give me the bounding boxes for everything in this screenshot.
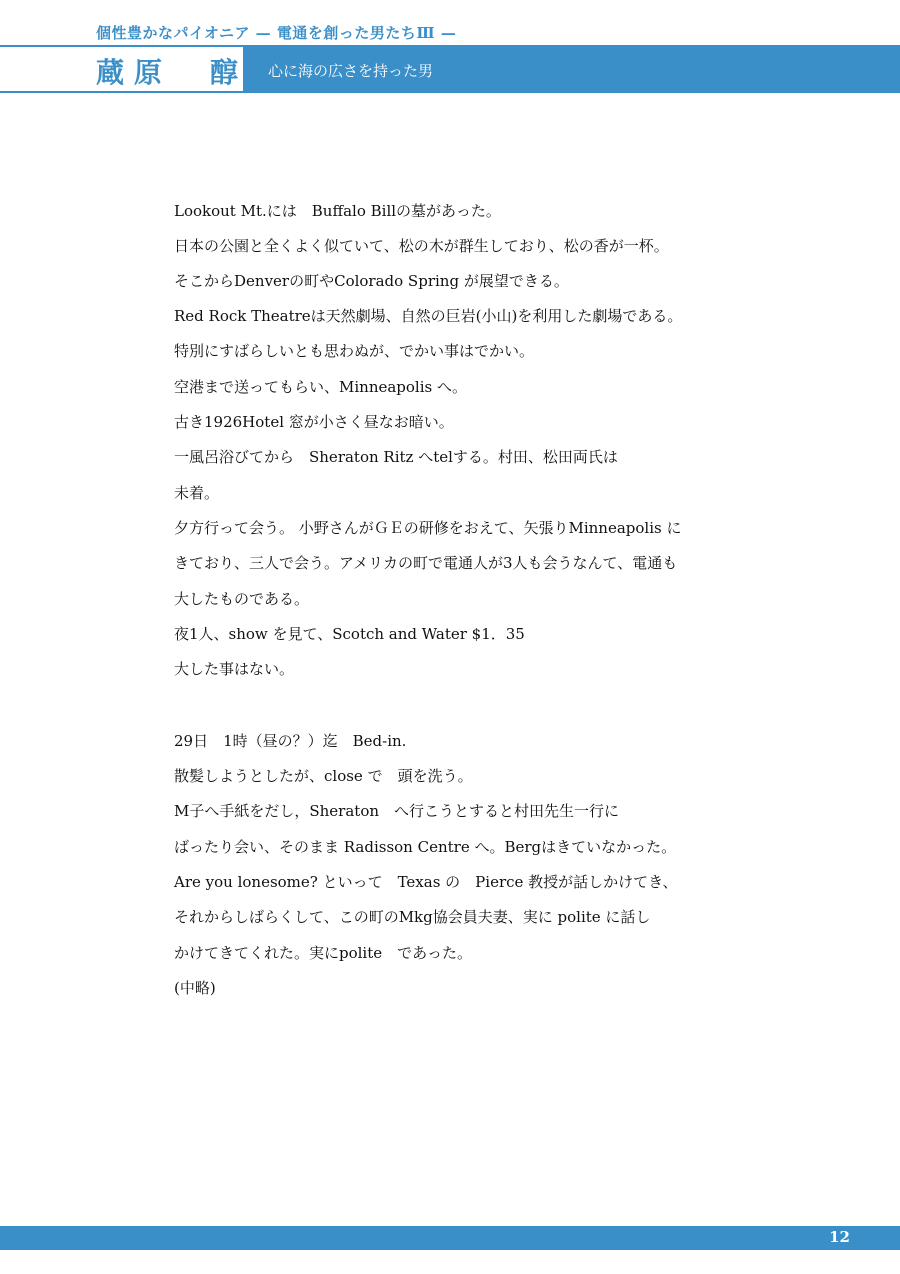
text-line: Lookout Mt.には Buffalo Billの墓があった。 (174, 202, 501, 220)
text-line: それからしばらくして、この町のMkg協会員夫妻、実に polite に話し (174, 908, 651, 926)
text-line: 空港まで送ってもらい、Minneapolis へ。 (174, 378, 467, 396)
text-line: 大した事はない。 (174, 660, 295, 678)
text-line: ばったり会い、そのまま Radisson Centre へ。Bergはきていなかった。 (174, 838, 677, 856)
person-name: 蔵原 醇 (96, 56, 249, 89)
text-line: 大したものである。 (174, 590, 310, 608)
text-line: 未着。 (174, 484, 220, 502)
text-line: Are you lonesome? といって Texas の Pierce 教授が話しかけてき、 (174, 873, 678, 891)
text-line: (中略) (174, 979, 216, 997)
text-line: 散髪しようとしたが、close で 頭を洗う。 (174, 767, 473, 785)
text-line: 夕方行って会う。 小野さんがＧＥの研修をおえて、矢張りMinneapolis に (174, 519, 682, 537)
series-title: 個性豊かなパイオニア — 電通を創った男たちⅢ — (96, 24, 457, 42)
text-line: 夜1人、show を見て、Scotch and Water $1．35 (174, 625, 525, 643)
text-line: Red Rock Theatreは天然劇場、自然の巨岩(小山)を利用した劇場である。 (174, 307, 683, 325)
chapter-subtitle: 心に海の広さを持った男 (268, 62, 434, 80)
page-number: 12 (829, 1228, 850, 1246)
text-line: 一風呂浴びてから Sheraton Ritz へtelする。村田、松田両氏は (174, 448, 618, 466)
header-band (0, 45, 900, 93)
text-line: かけてきてくれた。実にpolite であった。 (174, 944, 472, 962)
text-line: 日本の公園と全くよく似ていて、松の木が群生しており、松の香が一杯。 (174, 237, 669, 255)
footer-bar (0, 1226, 900, 1250)
text-line: M子へ手紙をだし，Sheraton へ行こうとすると村田先生一行に (174, 802, 620, 820)
text-line: 特別にすばらしいとも思わぬが、でかい事はでかい。 (174, 342, 535, 360)
text-line: 古き1926Hotel 窓が小さく昼なお暗い。 (174, 413, 454, 431)
text-line: そこからDenverの町やColorado Spring が展望できる。 (174, 272, 569, 290)
text-line: きており、三人で会う。アメリカの町で電通人が3人も会うなんて、電通も (174, 554, 678, 572)
text-line: 29日 1時（昼の？）迄 Bed-in. (174, 732, 407, 750)
